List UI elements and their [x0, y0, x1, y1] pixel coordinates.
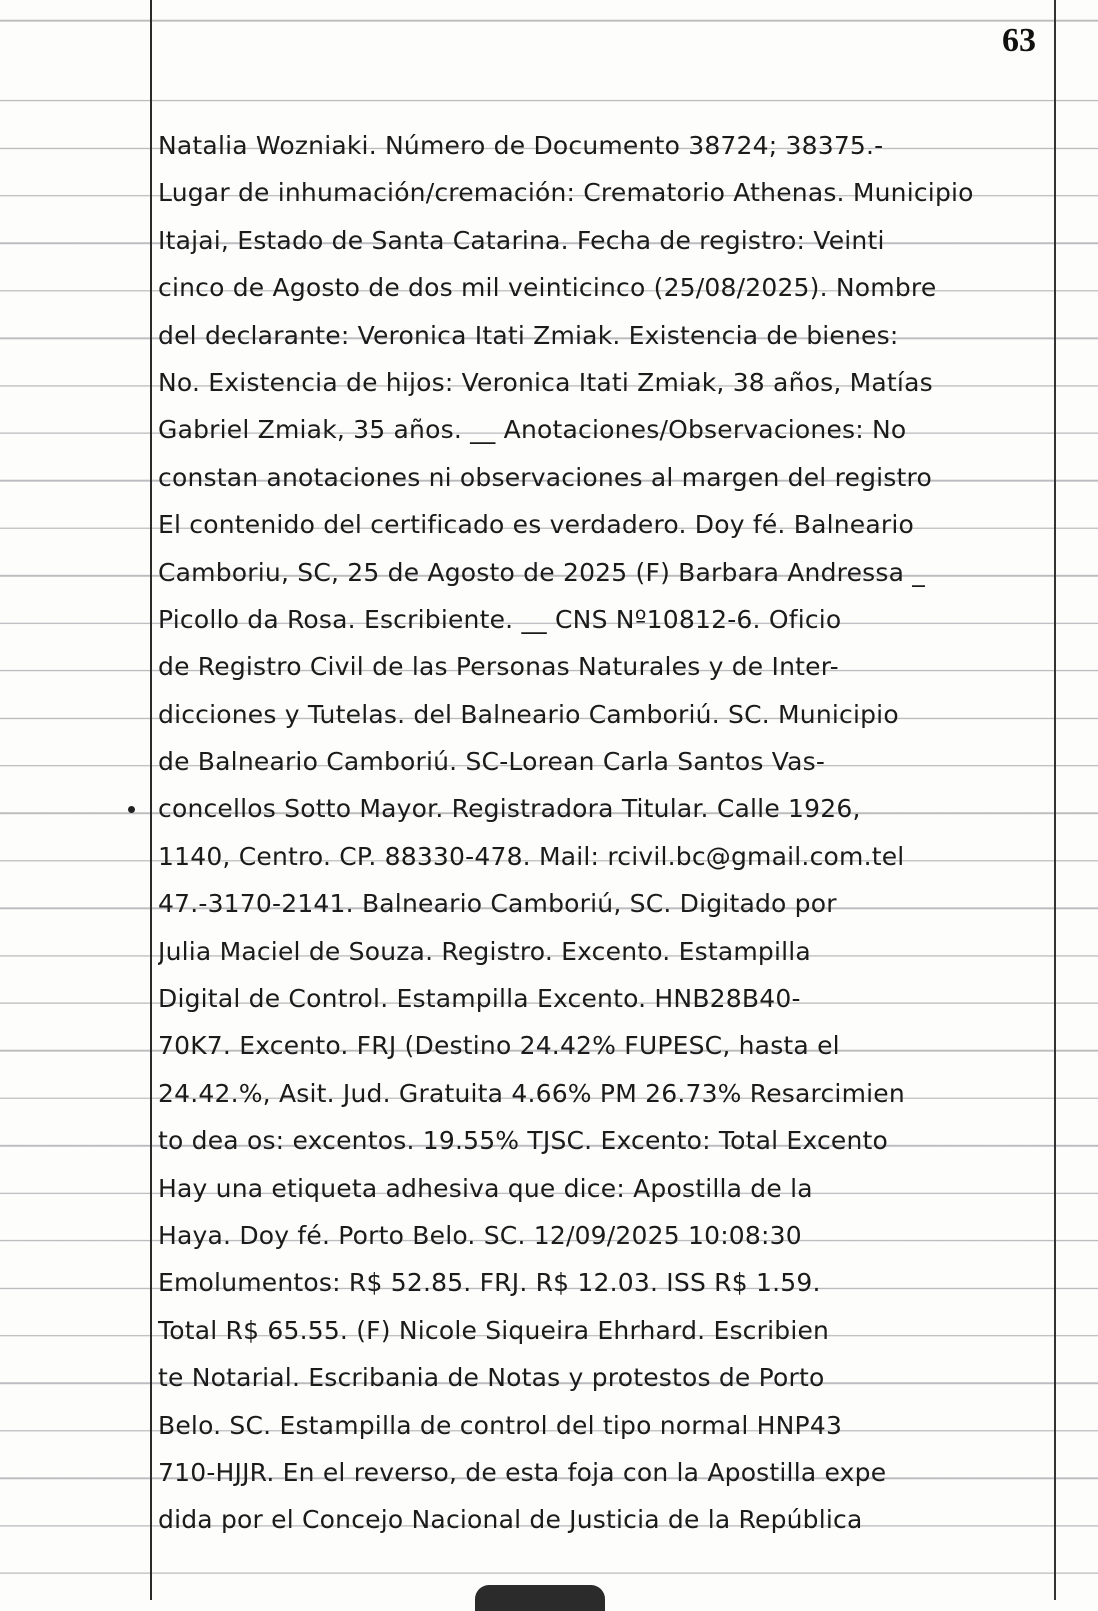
text-line: Picollo da Rosa. Escribiente. __ CNS Nº10812-6. Oficio — [158, 604, 842, 634]
text-line: 70K7. Excento. FRJ (Destino 24.42% FUPESC, hasta el — [158, 1031, 840, 1061]
text-line: Belo. SC. Estampilla de control del tipo normal HNP43 — [158, 1410, 843, 1440]
text-line: No. Existencia de hijos: Veronica Itati Zmiak, 38 años, Matías — [158, 367, 933, 397]
text-line: del declarante: Veronica Itati Zmiak. Existencia de bienes: — [158, 320, 899, 350]
text-line: Natalia Wozniaki. Número de Documento 38724; 38375.- — [158, 131, 884, 160]
text-line: cinco de Agosto de dos mil veinticinco (25/08/2025). Nombre — [158, 273, 937, 303]
text-line: dida por el Concejo Nacional de Justicia de la República — [158, 1505, 863, 1535]
text-line: Hay una etiqueta adhesiva que dice: Apostilla de la — [158, 1173, 813, 1203]
text-line: constan anotaciones ni observaciones al margen del registro — [158, 462, 932, 492]
binder-tab — [475, 1585, 605, 1611]
text-line: 24.42.%, Asit. Jud. Gratuita 4.66% PM 26.73% Resarcimien — [158, 1078, 905, 1108]
text-line: 1140, Centro. CP. 88330-478. Mail: rcivil.bc@gmail.com.tel — [158, 841, 905, 871]
ink-dot — [128, 806, 135, 813]
text-line: Camboriu, SC, 25 de Agosto de 2025 (F) Barbara Andressa _ — [158, 557, 925, 587]
text-line: Total R$ 65.55. (F) Nicole Siqueira Ehrhard. Escribien — [158, 1315, 830, 1345]
text-line: Emolumentos: R$ 52.85. FRJ. R$ 12.03. ISS R$ 1.59. — [158, 1268, 821, 1298]
text-line: Lugar de inhumación/cremación: Crematorio Athenas. Municipio — [158, 178, 974, 208]
text-line: de Balneario Camboriú. SC-Lorean Carla Santos Vas- — [158, 747, 826, 777]
text-line: Itajai, Estado de Santa Catarina. Fecha de registro: Veinti — [158, 225, 885, 255]
text-line: concellos Sotto Mayor. Registradora Titular. Calle 1926, — [158, 794, 861, 824]
left-margin-rule — [150, 0, 152, 1600]
text-line: dicciones y Tutelas. del Balneario Camboriú. SC. Municipio — [158, 699, 899, 729]
text-line: Haya. Doy fé. Porto Belo. SC. 12/09/2025 10:08:30 — [158, 1220, 802, 1250]
text-line: 47.-3170-2141. Balneario Camboriú, SC. Digitado por — [158, 889, 837, 919]
text-line: de Registro Civil de las Personas Naturales y de Inter- — [158, 652, 839, 682]
handwritten-text — [158, 122, 1063, 1544]
text-line: Julia Maciel de Souza. Registro. Excento. Estampilla — [158, 936, 811, 966]
text-line: Gabriel Zmiak, 35 años. __ Anotaciones/Observaciones: No — [158, 415, 907, 445]
text-line: to dea os: excentos. 19.55% TJSC. Excento: Total Excento — [158, 1126, 889, 1156]
text-line: te Notarial. Escribania de Notas y protestos de Porto — [158, 1363, 825, 1393]
page-number: 63 — [1002, 22, 1036, 59]
text-line: Digital de Control. Estampilla Excento. HNB28B40- — [158, 984, 801, 1014]
text-line: El contenido del certificado es verdadero. Doy fé. Balneario — [158, 510, 915, 540]
text-line: 710-HJJR. En el reverso, de esta foja con la Apostilla expe — [158, 1457, 887, 1487]
